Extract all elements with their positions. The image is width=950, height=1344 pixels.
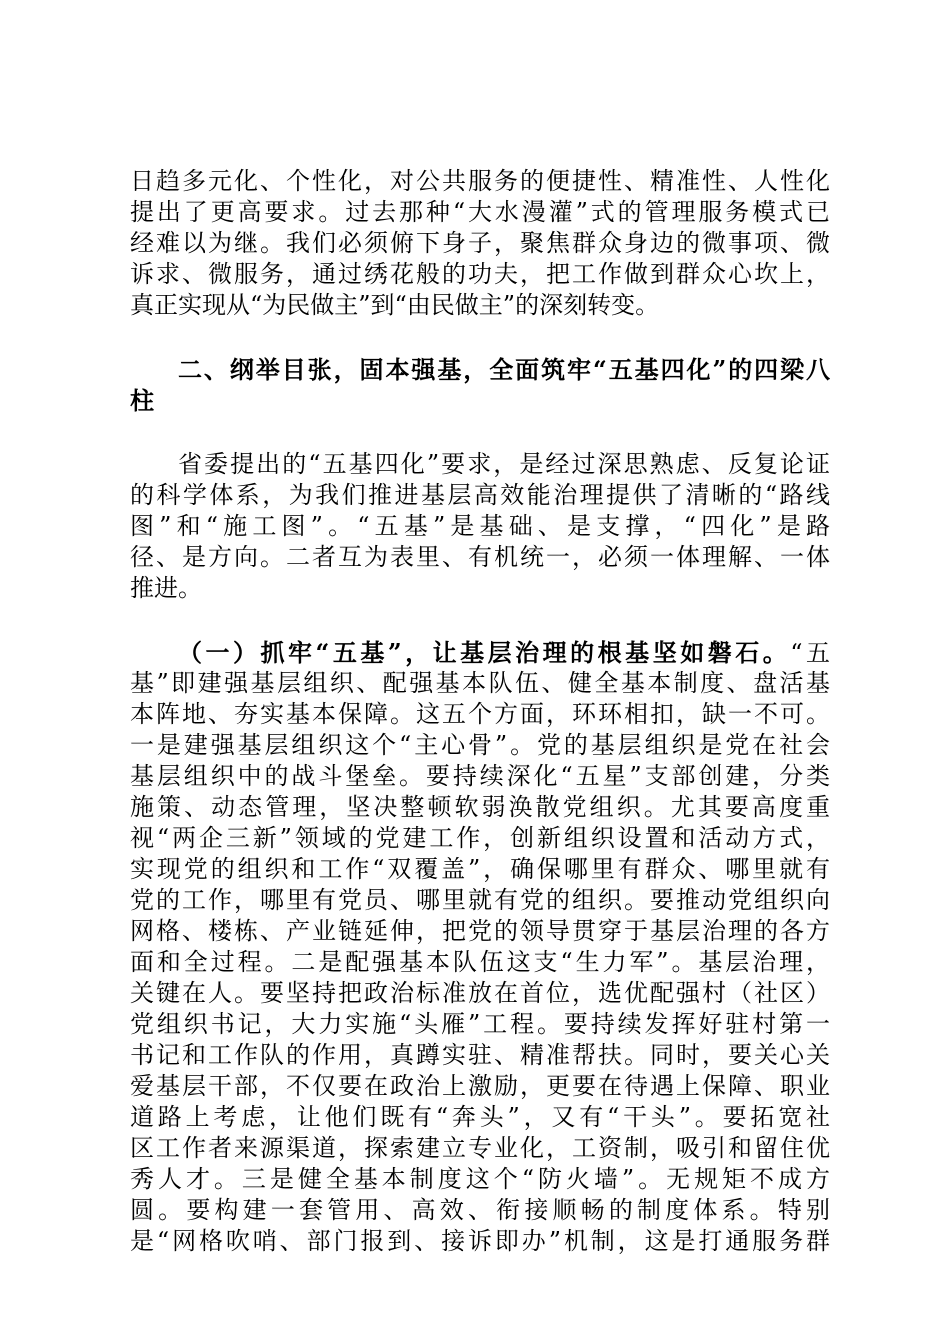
heading-line: 二、纲举目张，固本强基，全面筑牢“五基四化”的四梁八	[178, 355, 830, 384]
text-line: 道路上考虑，让他们既有“奔头”，又有“干头”。要拓宽社	[130, 1103, 830, 1131]
text-line: 省委提出的“五基四化”要求，是经过深思熟虑、反复论证	[178, 450, 830, 478]
text-line: 视“两企三新”领域的党建工作，创新组织设置和活动方式，	[130, 824, 830, 852]
heading-line: 柱	[130, 386, 154, 415]
text-line: 基”即建强基层组织、配强基本队伍、健全基本制度、盘活基	[130, 669, 830, 697]
text-line: 的科学体系，为我们推进基层高效能治理提供了清晰的“路线	[130, 481, 830, 509]
paragraph-gap	[130, 604, 830, 637]
subheading-1: （一）抓牢“五基”，让基层治理的根基坚如磐石。	[178, 638, 791, 667]
text-line: 一是建强基层组织这个“主心骨”。党的基层组织是党在社会	[130, 731, 830, 759]
text-line: 书记和工作队的作用，真蹲实驻、精准帮扶。同时，要关心关	[130, 1041, 830, 1069]
text-line: 网格、楼栋、产业链延伸，把党的领导贯穿于基层治理的各方	[130, 917, 830, 945]
paragraph-gap	[130, 321, 830, 354]
text-line: 诉求、微服务，通过绣花般的功夫，把工作做到群众心坎上，	[130, 260, 830, 288]
text-line: 圆。要构建一套管用、高效、衔接顺畅的制度体系。特别	[130, 1196, 830, 1224]
subheading-continuation: “五	[790, 639, 830, 667]
paragraph-1	[130, 166, 830, 321]
text-line: 径、是方向。二者互为表里、有机统一，必须一体理解、一体	[130, 543, 830, 571]
text-line-with-subheading	[130, 637, 830, 668]
text-line: 日趋多元化、个性化，对公共服务的便捷性、精准性、人性化	[130, 167, 830, 195]
section-heading-2	[130, 354, 830, 416]
text-line: 真正实现从“为民做主”到“由民做主”的深刻转变。	[130, 291, 660, 319]
document-page	[130, 166, 830, 1257]
text-line: 基层组织中的战斗堡垒。要持续深化“五星”支部创建，分类	[130, 762, 830, 790]
text-line: 秀人才。三是健全基本制度这个“防火墙”。无规矩不成方	[130, 1165, 830, 1193]
paragraph-gap	[130, 416, 830, 449]
text-line: 面和全过程。二是配强基本队伍这支“生力军”。基层治理，	[130, 948, 830, 976]
text-line: 施策、动态管理，坚决整顿软弱涣散党组织。尤其要高度重	[130, 793, 830, 821]
paragraph-2	[130, 449, 830, 604]
text-line: 爱基层干部，不仅要在政治上激励，更要在待遇上保障、职业	[130, 1072, 830, 1100]
text-line: 党组织书记，大力实施“头雁”工程。要持续发挥好驻村第一	[130, 1010, 830, 1038]
text-line: 是“网格吹哨、部门报到、接诉即办”机制，这是打通服务群	[130, 1227, 830, 1255]
text-line: 经难以为继。我们必须俯下身子，聚焦群众身边的微事项、微	[130, 229, 830, 257]
text-line: 区工作者来源渠道，探索建立专业化，工资制，吸引和留住优	[130, 1134, 830, 1162]
text-line: 实现党的组织和工作“双覆盖”，确保哪里有群众、哪里就有	[130, 855, 830, 883]
text-line: 推进。	[130, 574, 202, 602]
text-line: 关键在人。要坚持把政治标准放在首位，选优配强村（社区）	[130, 979, 830, 1007]
text-line: 党的工作，哪里有党员、哪里就有党的组织。要推动党组织向	[130, 886, 830, 914]
text-line: 图”和“施工图”。“五基”是基础、是支撑，“四化”是路	[130, 512, 830, 540]
text-line: 本阵地、夯实基本保障。这五个方面，环环相扣，缺一不可。	[130, 700, 830, 728]
paragraph-3	[130, 637, 830, 1257]
text-line: 提出了更高要求。过去那种“大水漫灌”式的管理服务模式已	[130, 198, 830, 226]
